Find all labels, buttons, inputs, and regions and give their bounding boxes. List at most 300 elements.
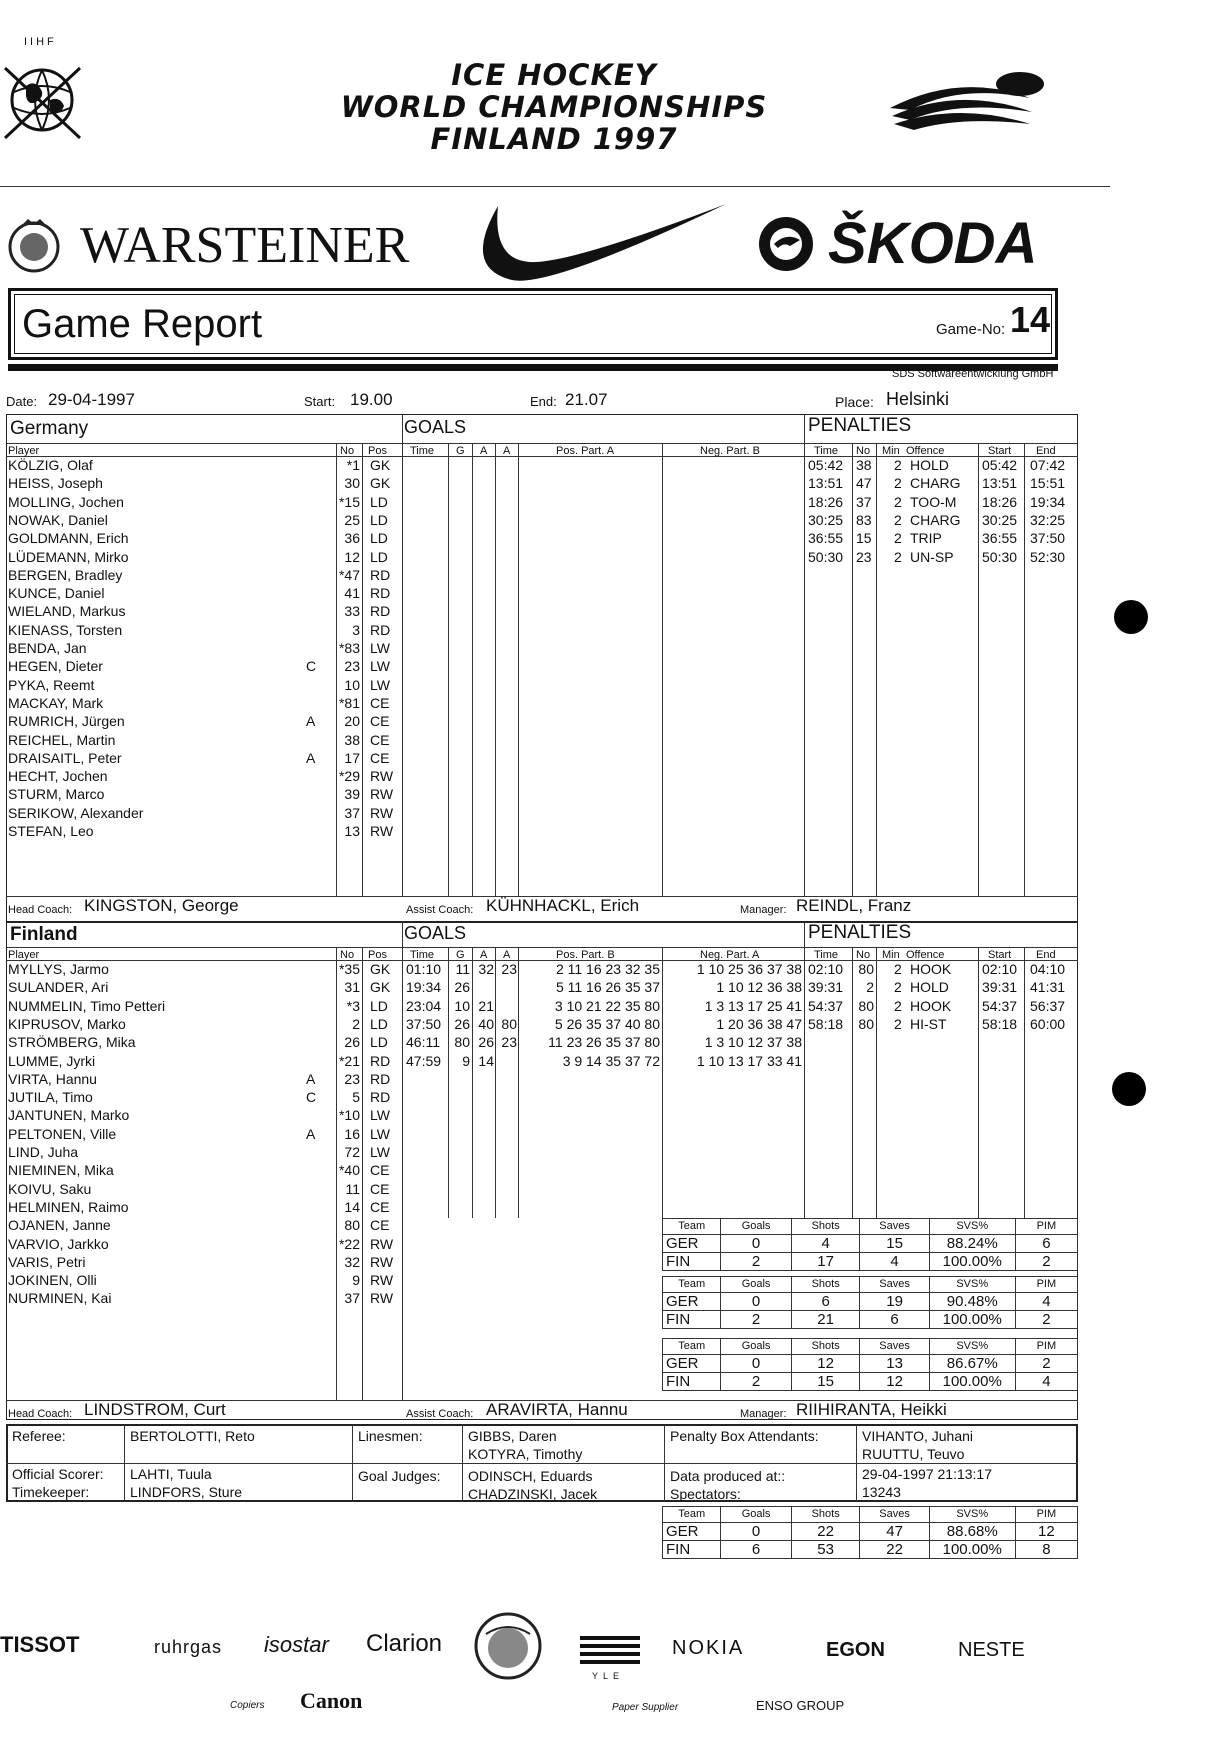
pen-no: 80: [858, 1015, 874, 1032]
fin-manager: RIIHIRANTA, Heikki: [796, 1400, 947, 1419]
pen-offence: CHARG: [910, 511, 961, 528]
enso-logo: ENSO GROUP: [756, 1698, 845, 1713]
ger-assist-coach: KÜHNHACKL, Erich: [486, 896, 640, 915]
pen-offence: HOOK: [910, 961, 952, 977]
fin-col-no: No: [340, 949, 355, 961]
player-pos: GK: [370, 457, 391, 473]
stat-header: Shots: [791, 1277, 860, 1293]
goal-neg-part: 1 3 13 17 25 41: [704, 997, 802, 1014]
pen-time: 30:25: [808, 511, 844, 528]
goal-assist-1: 40: [478, 1015, 494, 1032]
player-no: *1: [346, 457, 360, 473]
player-name: NIEMINEN, Mika: [8, 1162, 114, 1179]
stat-header: Saves: [860, 1507, 929, 1523]
player-pos: RD: [370, 585, 391, 602]
stat-cell: 12: [791, 1355, 860, 1373]
pen-start: 30:25: [982, 511, 1018, 528]
fin-head-coach-label: Head Coach:: [8, 1408, 73, 1420]
goal-neg-part: 1 10 25 36 37 38: [696, 961, 802, 977]
pen-end: 32:25: [1030, 511, 1066, 528]
spectators: 13243: [862, 1484, 901, 1500]
player-no: 41: [344, 585, 360, 602]
report-title: Game Report: [22, 302, 263, 346]
pen-time: 50:30: [808, 548, 844, 565]
col-a1: A: [480, 445, 488, 457]
pen-end: 52:30: [1030, 548, 1066, 565]
stat-header: Team: [663, 1219, 721, 1235]
player-no: 3: [352, 621, 360, 638]
goal-scorer: 26: [454, 1015, 470, 1032]
stat-cell: 100.00%: [929, 1373, 1015, 1391]
stat-header: PIM: [1015, 1507, 1077, 1523]
place-label: Place:: [835, 394, 874, 410]
linesman-2: KOTYRA, Timothy: [468, 1446, 583, 1462]
player-pos: CE: [370, 749, 390, 766]
pen-min: 2: [894, 475, 902, 492]
pen-min: 2: [894, 1015, 902, 1032]
goal-judge-2: CHADZINSKI, Jacek: [468, 1486, 598, 1502]
pen-min: 2: [894, 493, 902, 510]
stat-header: SVS%: [929, 1339, 1015, 1355]
player-no: *81: [338, 694, 360, 711]
col-pen-time: Time: [814, 445, 839, 457]
stat-cell: FIN: [663, 1373, 721, 1391]
goal-pos-part: 5 26 35 37 40 80: [554, 1015, 660, 1032]
stat-cell: 2: [1015, 1253, 1077, 1271]
pen-time: 18:26: [808, 493, 844, 510]
fin-col-pen-offence: Offence: [906, 949, 945, 961]
goal-pos-part: 5 11 16 26 35 37: [555, 979, 660, 996]
player-no: 33: [344, 603, 360, 620]
fin-col-pos-part-b: Pos. Part. B: [556, 949, 615, 961]
stat-header: Shots: [791, 1339, 860, 1355]
stat-cell: 2: [1015, 1311, 1077, 1329]
goal-assist-1: 26: [478, 1034, 494, 1051]
pen-min: 2: [894, 457, 902, 473]
player-pos: CE: [370, 1162, 390, 1179]
stat-cell: 0: [721, 1235, 791, 1253]
player-no: *22: [338, 1235, 360, 1252]
stat-header: PIM: [1015, 1219, 1077, 1235]
player-pos: CE: [370, 1198, 390, 1215]
stat-cell: 2: [721, 1373, 791, 1391]
player-no: *35: [338, 961, 360, 977]
player-pos: RD: [370, 1089, 391, 1106]
stat-header: Saves: [860, 1277, 929, 1293]
pen-offence: HOLD: [910, 979, 949, 996]
stat-header: SVS%: [929, 1507, 1015, 1523]
player-no: 20: [344, 713, 360, 730]
player-name: JANTUNEN, Marko: [8, 1107, 130, 1124]
pen-time: 54:37: [808, 997, 844, 1014]
stat-header: PIM: [1015, 1277, 1077, 1293]
tissot-logo: TISSOT: [0, 1632, 80, 1657]
pen-start: 13:51: [982, 475, 1018, 492]
player-pos: LD: [370, 1034, 388, 1051]
stat-header: SVS%: [929, 1219, 1015, 1235]
iihf-label: IIHF: [24, 36, 57, 48]
stat-cell: 53: [791, 1541, 860, 1559]
goal-neg-part: 1 20 36 38 47: [716, 1015, 802, 1032]
place-value: Helsinki: [886, 389, 950, 409]
pen-no: 15: [856, 530, 872, 547]
goal-assist-1: 21: [478, 997, 494, 1014]
pen-no: 2: [866, 979, 874, 996]
stat-cell: 19: [860, 1293, 929, 1311]
stat-cell: 22: [860, 1541, 929, 1559]
player-no: *10: [338, 1107, 360, 1124]
player-pos: RW: [370, 804, 394, 821]
player-pos: CE: [370, 731, 390, 748]
player-name: KÖLZIG, Olaf: [8, 457, 93, 473]
player-no: *47: [338, 566, 360, 583]
pen-start: 18:26: [982, 493, 1018, 510]
stat-header: Team: [663, 1339, 721, 1355]
player-pos: RD: [370, 603, 391, 620]
warsteiner-crest: [4, 215, 64, 275]
pen-start: 39:31: [982, 979, 1018, 996]
player-no: 23: [344, 1070, 360, 1087]
col-pen-offence: Offence: [906, 445, 945, 457]
col-pen-min: Min: [882, 445, 900, 457]
stat-cell: 6: [1015, 1235, 1077, 1253]
player-no: 13: [344, 823, 360, 839]
goal-scorer: 26: [454, 979, 470, 996]
player-pos: LD: [370, 493, 388, 510]
fin-col-pen-no: No: [856, 949, 871, 961]
player-name: LUMME, Jyrki: [8, 1052, 96, 1069]
pen-min: 2: [894, 511, 902, 528]
stat-cell: 4: [860, 1253, 929, 1271]
game-no-label: Game-No:: [936, 321, 1006, 338]
player-no: 72: [344, 1144, 360, 1160]
player-no: 37: [344, 804, 360, 821]
player-no: 16: [344, 1125, 360, 1142]
goal-judges-label: Goal Judges:: [358, 1468, 441, 1484]
pen-start: 58:18: [982, 1015, 1018, 1032]
stat-header: SVS%: [929, 1277, 1015, 1293]
goal-judge-1: ODINSCH, Eduards: [468, 1468, 593, 1484]
player-name: GOLDMANN, Erich: [8, 530, 129, 547]
stat-cell: GER: [663, 1235, 721, 1253]
stat-cell: 12: [860, 1373, 929, 1391]
player-pos: RD: [370, 566, 391, 583]
fin-assist-coach-label: Assist Coach:: [406, 1408, 474, 1420]
goal-assist-1: 32: [478, 961, 494, 977]
player-name: MACKAY, Mark: [8, 694, 104, 711]
player-no: 23: [344, 658, 360, 675]
stat-header: Goals: [721, 1507, 791, 1523]
stat-cell: 2: [721, 1311, 791, 1329]
tournament-emblem: [470, 1608, 546, 1684]
germany-goals-header: GOALS: [404, 417, 467, 437]
player-name: JUTILA, Timo: [8, 1089, 93, 1106]
player-pos: RW: [370, 1272, 394, 1289]
player-no: 39: [344, 786, 360, 803]
clarion-logo: Clarion: [366, 1630, 443, 1657]
player-pos: LD: [370, 997, 388, 1014]
stat-cell: 17: [791, 1253, 860, 1271]
fin-col-neg-part-a: Neg. Part. A: [700, 949, 760, 961]
player-no: 12: [344, 548, 360, 565]
goal-pos-part: 3 10 21 22 35 80: [554, 997, 660, 1014]
stat-cell: 86.67%: [929, 1355, 1015, 1373]
pen-no: 83: [856, 511, 872, 528]
player-no: 32: [344, 1253, 360, 1270]
stat-header: Goals: [721, 1219, 791, 1235]
player-no: 30: [344, 475, 360, 492]
goal-assist-2: [497, 997, 517, 1015]
punch-hole-2: [1112, 1072, 1146, 1106]
pen-start: 05:42: [982, 457, 1018, 473]
fin-assist-coach: ARAVIRTA, Hannu: [486, 1400, 628, 1419]
player-pos: LW: [370, 1107, 390, 1124]
stat-cell: 15: [791, 1373, 860, 1391]
player-name: NURMINEN, Kai: [8, 1290, 112, 1307]
fin-col-time: Time: [410, 949, 435, 961]
stat-cell: 90.48%: [929, 1293, 1015, 1311]
nike-swoosh: [470, 198, 730, 284]
stat-cell: 4: [1015, 1293, 1077, 1311]
col-neg-part-b: Neg. Part. B: [700, 445, 760, 457]
stat-header: Shots: [791, 1507, 860, 1523]
fin-col-player: Player: [8, 949, 40, 961]
end-value: 21.07: [565, 390, 608, 409]
copiers-label: Copiers: [230, 1700, 265, 1711]
data-produced-label: Data produced at::: [670, 1468, 786, 1484]
fin-manager-label: Manager:: [740, 1408, 787, 1420]
player-name: STURM, Marco: [8, 786, 105, 803]
stat-cell: FIN: [663, 1253, 721, 1271]
player-no: *15: [338, 493, 360, 510]
player-name: REICHEL, Martin: [8, 731, 116, 748]
canon-logo: Canon: [300, 1688, 363, 1713]
ger-head-coach: KINGSTON, George: [84, 896, 239, 915]
pen-offence: UN-SP: [910, 548, 954, 565]
stat-cell: 8: [1015, 1541, 1077, 1559]
pba-1: VIHANTO, Juhani: [862, 1428, 974, 1444]
stat-cell: 4: [791, 1235, 860, 1253]
player-pos: CE: [370, 1217, 390, 1234]
player-name: NOWAK, Daniel: [8, 511, 108, 528]
pen-time: 39:31: [808, 979, 844, 996]
player-no: 9: [352, 1272, 360, 1289]
goal-time: 46:11: [406, 1034, 440, 1051]
player-pos: LD: [370, 511, 388, 528]
scorer: LAHTI, Tuula: [130, 1466, 212, 1482]
period-2-stats: [662, 1276, 1078, 1329]
player-pos: LW: [370, 676, 390, 693]
yle-icon: [578, 1632, 642, 1666]
player-no: 11: [345, 1180, 360, 1197]
col-time: Time: [410, 445, 435, 457]
skoda-emblem: [756, 214, 816, 274]
fin-col-a2: A: [503, 949, 511, 961]
pen-start: 02:10: [982, 961, 1018, 977]
ger-manager-label: Manager:: [740, 904, 787, 916]
spectators-label: Spectators:: [670, 1486, 741, 1502]
pen-end: 56:37: [1030, 997, 1066, 1014]
player-name: OJANEN, Janne: [8, 1217, 111, 1234]
col-pen-no: No: [856, 445, 871, 457]
pen-min: 2: [894, 548, 902, 565]
pen-start: 36:55: [982, 530, 1018, 547]
pen-no: 47: [856, 475, 872, 492]
player-pos: CE: [370, 713, 390, 730]
title-line-3: FINLAND 1997: [430, 122, 678, 156]
player-pos: RW: [370, 1253, 394, 1270]
player-name: WIELAND, Markus: [8, 603, 126, 620]
player-name: JOKINEN, Olli: [8, 1272, 97, 1289]
scorer-label: Official Scorer:: [12, 1466, 104, 1482]
player-pos: RW: [370, 1290, 394, 1307]
player-pos: LD: [370, 548, 388, 565]
goal-neg-part: 1 10 12 36 38: [716, 979, 802, 996]
stat-header: Team: [663, 1277, 721, 1293]
pen-no: 80: [858, 961, 874, 977]
germany-team-name: Germany: [10, 418, 89, 439]
player-name: LÜDEMANN, Mirko: [8, 548, 129, 565]
player-pos: CE: [370, 694, 390, 711]
player-name: DRAISAITL, Peter: [8, 749, 122, 766]
goal-time: 01:10: [406, 961, 442, 977]
stat-header: Goals: [721, 1339, 791, 1355]
goal-neg-part: 1 10 13 17 33 41: [696, 1052, 802, 1069]
player-name: BENDA, Jan: [8, 640, 87, 656]
player-no: 31: [344, 979, 360, 996]
player-name: VIRTA, Hannu: [8, 1070, 97, 1087]
player-name: KUNCE, Daniel: [8, 585, 105, 602]
stat-cell: 21: [791, 1311, 860, 1329]
goal-assist-2: 80: [501, 1015, 517, 1032]
stat-header: Saves: [860, 1339, 929, 1355]
player-no: 17: [344, 749, 360, 766]
player-no: 26: [344, 1034, 360, 1051]
stat-cell: 2: [1015, 1355, 1077, 1373]
pen-min: 2: [894, 979, 902, 996]
player-pos: RD: [370, 1052, 391, 1069]
player-name: KIPRUSOV, Marko: [8, 1015, 126, 1032]
germany-penalties-header: PENALTIES: [808, 415, 912, 436]
start-label: Start:: [304, 394, 336, 409]
player-name: STRÖMBERG, Mika: [8, 1034, 136, 1051]
timekeeper: LINDFORS, Sture: [130, 1484, 243, 1500]
player-pos: RW: [370, 786, 394, 803]
pen-time: 13:51: [808, 475, 844, 492]
player-name: VARVIO, Jarkko: [8, 1235, 109, 1252]
player-pos: RD: [370, 621, 391, 638]
stat-cell: FIN: [663, 1311, 721, 1329]
player-no: *40: [338, 1162, 360, 1179]
ger-manager: REINDL, Franz: [796, 896, 912, 915]
timekeeper-label: Timekeeper:: [12, 1484, 90, 1500]
captain-mark: A: [306, 749, 316, 766]
player-name: MYLLYS, Jarmo: [8, 961, 109, 977]
player-no: *83: [338, 640, 360, 656]
goal-pos-part: 3 9 14 35 37 72: [562, 1052, 660, 1069]
total-game-stats: [662, 1506, 1078, 1559]
goal-scorer: 9: [462, 1052, 470, 1069]
goal-scorer: 11: [455, 961, 470, 977]
pen-time: 05:42: [808, 457, 844, 473]
pen-offence: TRIP: [910, 530, 942, 547]
player-no: 80: [344, 1217, 360, 1234]
goal-scorer: 10: [454, 997, 470, 1014]
pen-start: 50:30: [982, 548, 1018, 565]
stat-cell: 6: [721, 1541, 791, 1559]
stat-cell: 4: [1015, 1373, 1077, 1391]
ruhrgas-logo: ruhrgas: [154, 1637, 223, 1657]
stat-cell: 6: [791, 1293, 860, 1311]
linesman-1: GIBBS, Daren: [468, 1428, 557, 1444]
player-pos: RW: [370, 768, 394, 785]
fin-head-coach: LINDSTROM, Curt: [84, 1400, 226, 1419]
col-pos-part-a: Pos. Part. A: [556, 445, 615, 457]
isostar-logo: isostar: [264, 1632, 329, 1657]
player-name: STEFAN, Leo: [8, 823, 94, 839]
start-value: 19.00: [350, 390, 393, 409]
player-no: 36: [344, 530, 360, 547]
stat-cell: 6: [860, 1311, 929, 1329]
warsteiner-logo: WARSTEINER: [80, 217, 410, 274]
pen-end: 60:00: [1030, 1015, 1066, 1032]
col-pen-end: End: [1036, 445, 1056, 457]
player-pos: LW: [370, 640, 390, 656]
fin-col-pen-end: End: [1036, 949, 1056, 961]
player-name: BERGEN, Bradley: [8, 566, 123, 583]
stat-cell: 0: [721, 1523, 791, 1541]
pen-offence: HOOK: [910, 997, 952, 1014]
stat-cell: 15: [860, 1235, 929, 1253]
player-pos: RD: [370, 1070, 391, 1087]
goal-time: 47:59: [406, 1052, 442, 1069]
referee: BERTOLOTTI, Reto: [130, 1428, 255, 1444]
stat-header: PIM: [1015, 1339, 1077, 1355]
stat-header: Goals: [721, 1277, 791, 1293]
stat-cell: GER: [663, 1293, 721, 1311]
pen-min: 2: [894, 961, 902, 977]
finland-penalties-header: PENALTIES: [808, 922, 912, 943]
player-name: SULANDER, Ari: [8, 979, 109, 996]
stat-header: Saves: [860, 1219, 929, 1235]
stat-cell: 100.00%: [929, 1253, 1015, 1271]
pen-time: 58:18: [808, 1015, 844, 1032]
captain-mark: C: [306, 658, 317, 675]
player-name: PYKA, Reemt: [8, 676, 95, 693]
stat-cell: 100.00%: [929, 1541, 1015, 1559]
player-no: *21: [338, 1052, 360, 1069]
pen-time: 02:10: [808, 961, 844, 977]
title-line-2: WORLD CHAMPIONSHIPS: [340, 90, 768, 124]
pen-end: 15:51: [1030, 475, 1066, 492]
stat-cell: 88.24%: [929, 1235, 1015, 1253]
player-name: VARIS, Petri: [8, 1253, 86, 1270]
stat-cell: GER: [663, 1355, 721, 1373]
goal-assist-1: [474, 978, 494, 996]
date-label: Date:: [6, 394, 38, 409]
date-value: 29-04-1997: [48, 390, 135, 409]
linesmen-label: Linesmen:: [358, 1428, 423, 1444]
stat-header: Shots: [791, 1219, 860, 1235]
player-name: KIENASS, Torsten: [8, 621, 123, 638]
player-no: 37: [344, 1290, 360, 1307]
player-name: HECHT, Jochen: [8, 768, 108, 785]
pba-label: Penalty Box Attendants:: [670, 1428, 819, 1444]
pen-no: 23: [856, 548, 872, 565]
goal-assist-1: 14: [478, 1052, 494, 1069]
stat-cell: 100.00%: [929, 1311, 1015, 1329]
stat-cell: 0: [721, 1293, 791, 1311]
